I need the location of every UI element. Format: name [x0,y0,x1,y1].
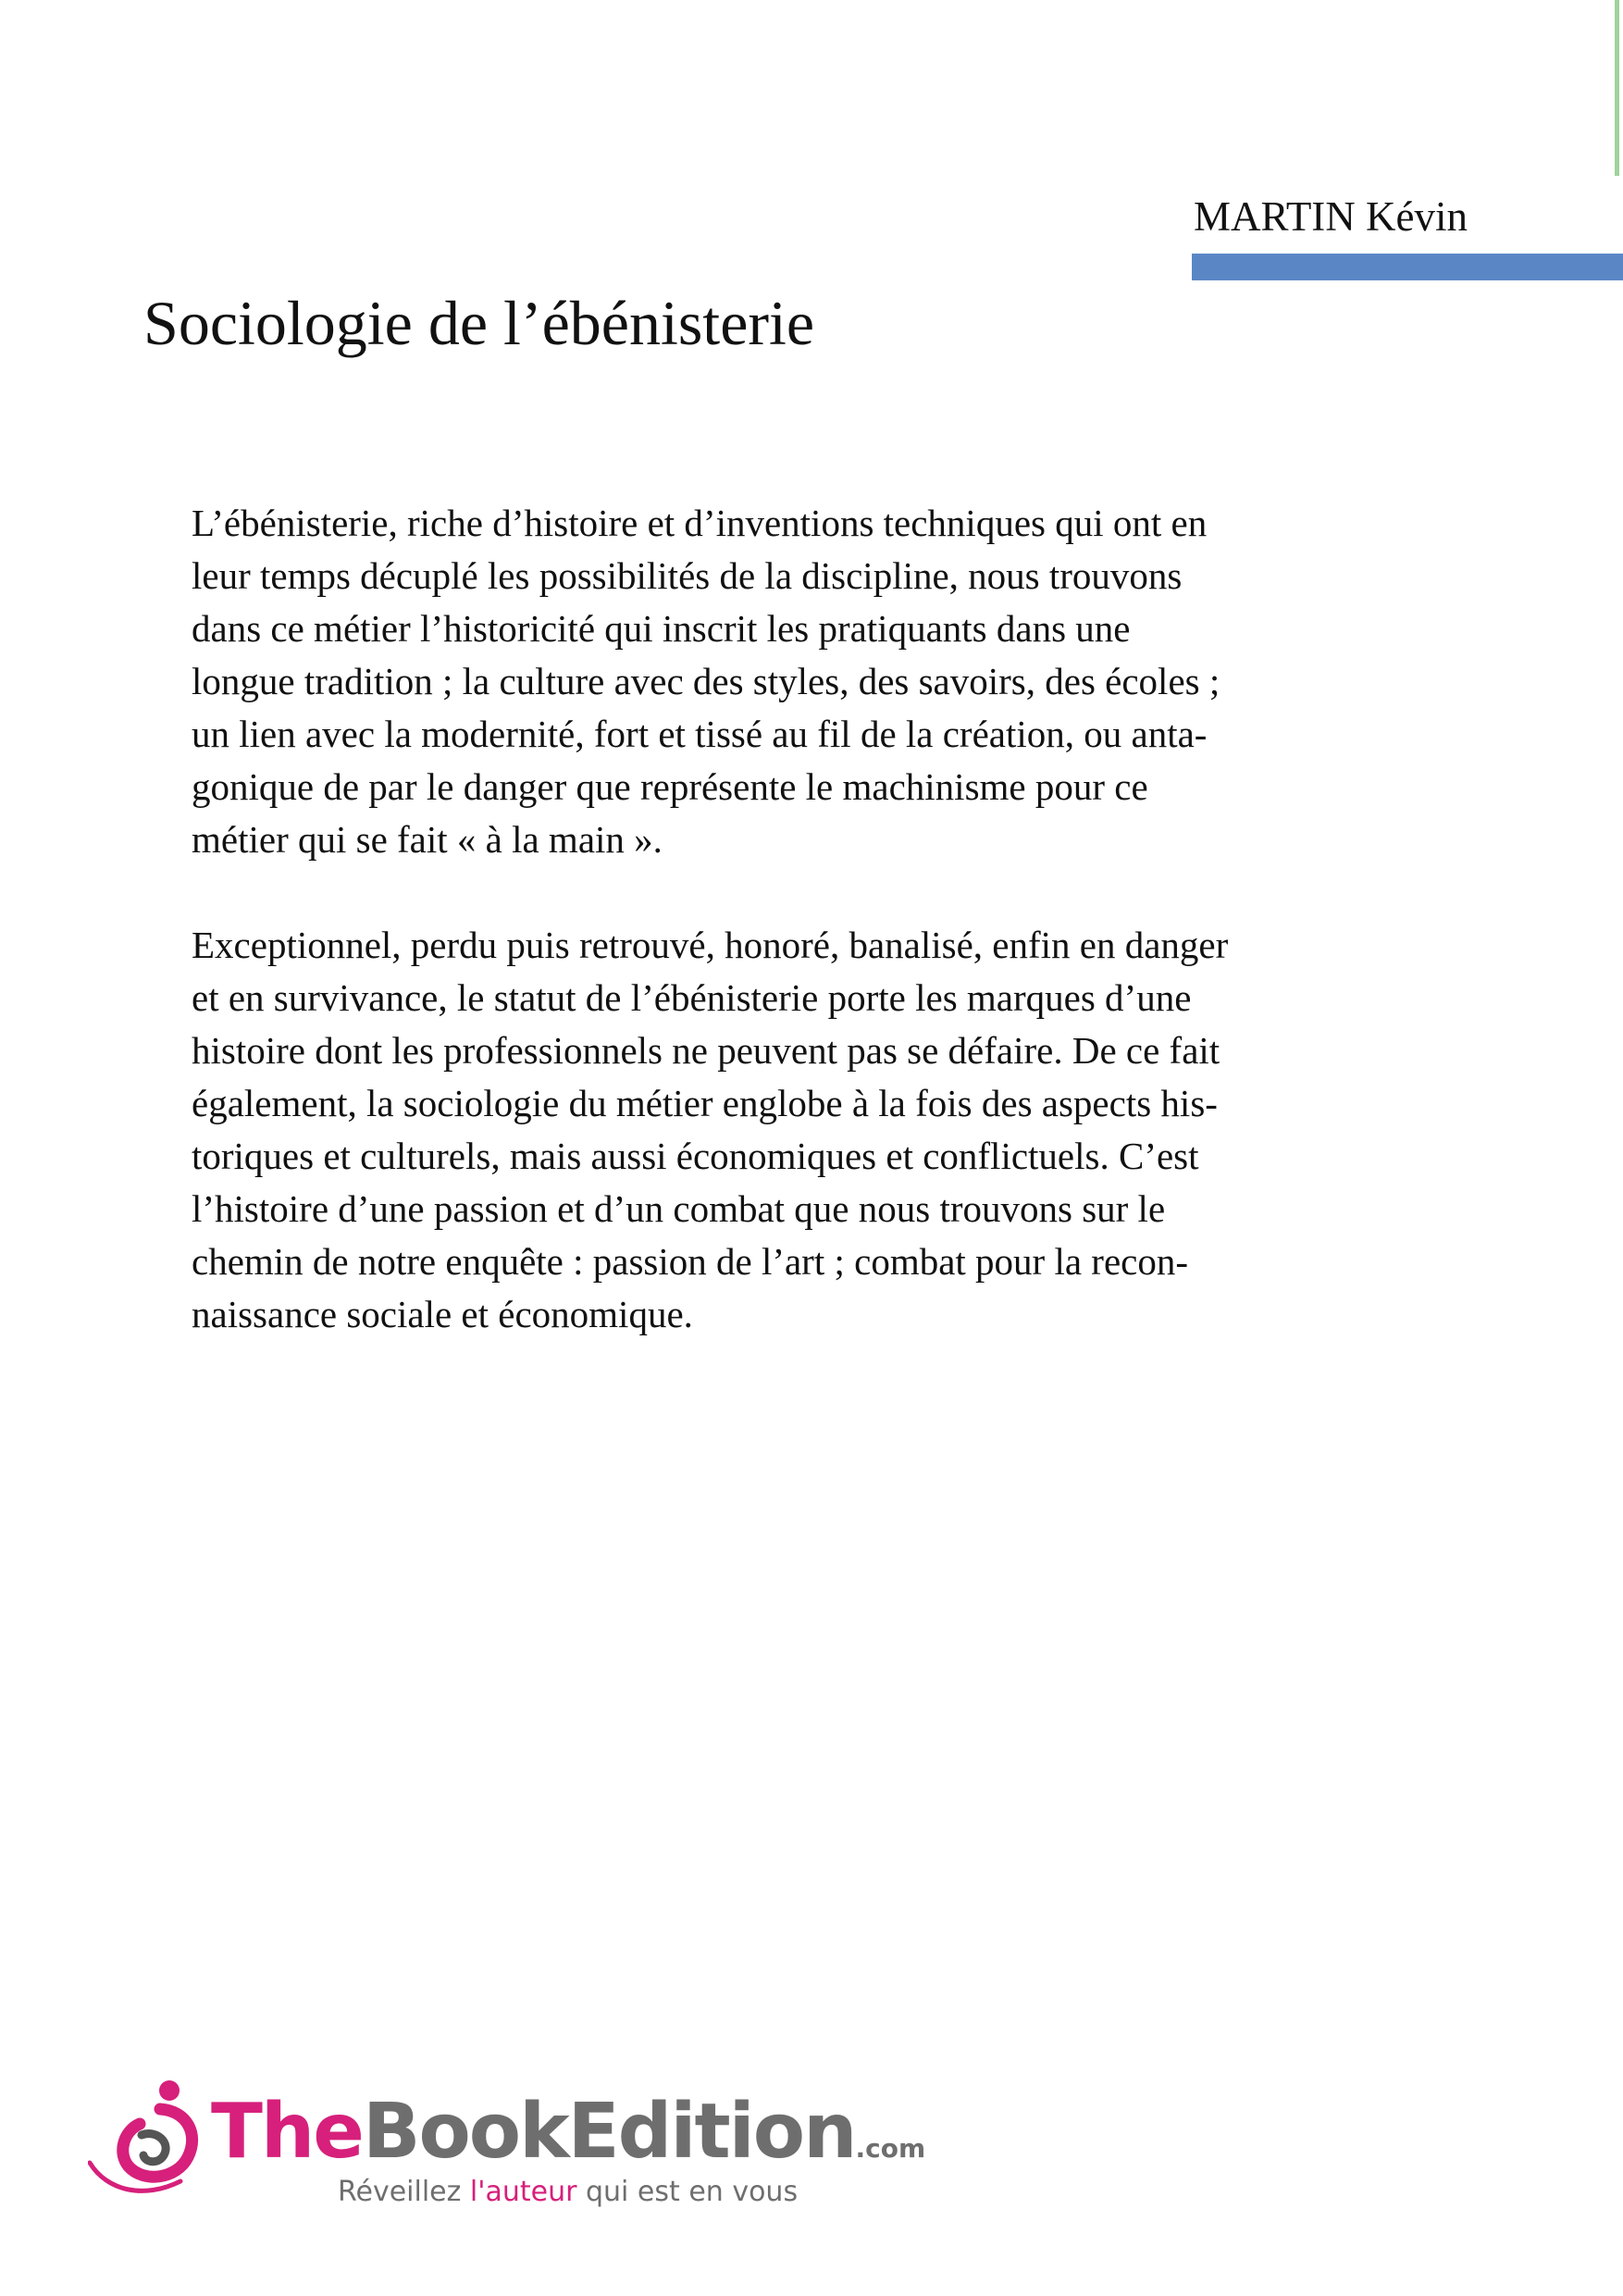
edge-marker [1615,0,1619,176]
text-line: et en survivance, le statut de l’ébénisterie porte les marques d’une [192,976,1192,1019]
text-line: métier qui se fait « à la main ». [192,818,663,861]
text-line: gonique de par le danger que représente le machinisme pour ce [192,765,1148,808]
wordmark-the: The [211,2088,363,2176]
text-line: toriques et culturels, mais aussi économiques et conflictuels. C’est [192,1135,1199,1177]
wordmark-edition: Edition [567,2088,856,2176]
wordmark-book: Book [362,2088,568,2176]
text-line: un lien avec la modernité, fort et tissé au fil de la création, ou anta- [192,713,1208,755]
person-swirl-logo-icon [88,2078,208,2198]
author-accent-bar [1192,254,1623,280]
text-line: leur temps décuplé les possibilités de la discipline, nous trouvons [192,554,1183,597]
page-title: Sociologie de l’ébénisterie [143,288,815,358]
text-line: également, la sociologie du métier englobe à la fois des aspects his- [192,1082,1218,1124]
wordmark-dotcom: .com [855,2133,926,2164]
tagline-accent: l'auteur [469,2176,577,2208]
text-line: l’histoire d’une passion et d’un combat que nous trouvons sur le [192,1187,1166,1230]
text-line: longue tradition ; la culture avec des styles, des savoirs, des écoles ; [192,660,1220,702]
tagline-start: Réveillez [338,2176,470,2208]
text-line: naissance sociale et économique. [192,1293,693,1335]
publisher-logo [88,2078,926,2226]
author-name: MARTIN Kévin [1194,193,1468,240]
text-line: histoire dont les professionnels ne peuvent pas se défaire. De ce fait [192,1029,1220,1072]
paragraph-2 [192,919,1413,1341]
tagline-end: qui est en vous [576,2176,799,2208]
text-line: chemin de notre enquête : passion de l’art ; combat pour la recon- [192,1240,1188,1283]
text-line: dans ce métier l’historicité qui inscrit les pratiquants dans une [192,607,1131,650]
paragraph-1 [192,497,1413,866]
logo-tagline [338,2176,798,2208]
logo-wordmark [211,2088,926,2176]
text-line: Exceptionnel, perdu puis retrouvé, honoré, banalisé, enfin en danger [192,924,1229,966]
body-text [192,497,1413,1394]
text-line: L’ébénisterie, riche d’histoire et d’inventions techniques qui ont en [192,502,1208,544]
